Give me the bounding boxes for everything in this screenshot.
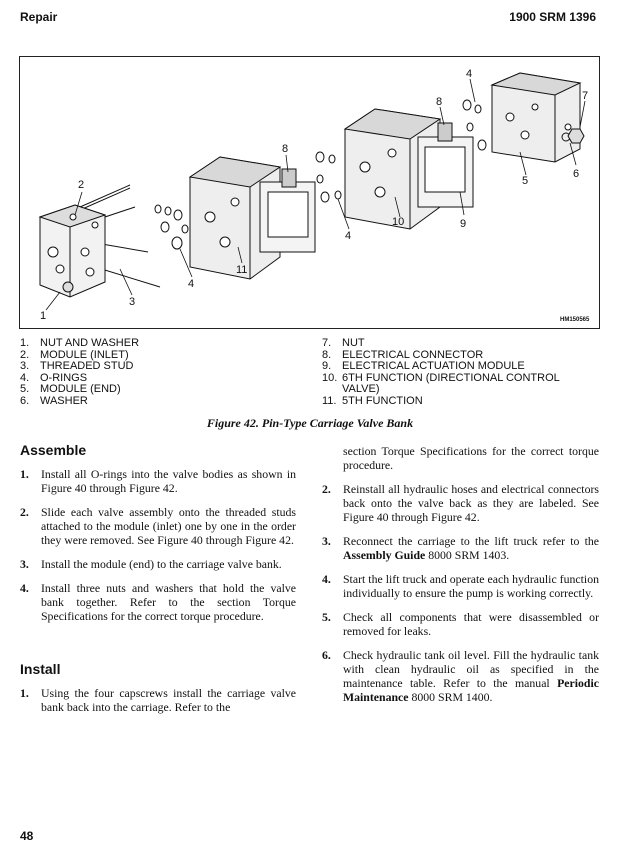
legend-item: 2. MODULE (INLET) [20, 348, 129, 361]
callout-number: 4 [466, 68, 473, 80]
valve-bank-illustration [20, 57, 599, 328]
callout-number: 6 [573, 168, 580, 180]
list-item: 1. Using the four capscrews install the carriage valve bank back into the carriage. Refer to the [20, 686, 296, 714]
legend-item: 8. ELECTRICAL CONNECTOR [322, 348, 484, 361]
legend-item: 1. NUT AND WASHER [20, 337, 140, 349]
o-rings [155, 205, 188, 249]
callout-number: 11 [236, 264, 248, 276]
list-item: 2. Slide each valve assembly onto the threaded studs attached to the module (inlet) one by one in the order they were removed. See Figure 40 through Figure 42. [20, 505, 296, 547]
figure-legend-left [20, 338, 139, 407]
figure-legend-right [322, 338, 560, 407]
install-heading: Install [20, 661, 61, 677]
list-item: 3. Install the module (end) to the carriage valve bank. [20, 557, 282, 571]
legend-item: 3. THREADED STUD [20, 360, 134, 372]
module-inlet [40, 205, 105, 297]
legend-item: VALVE) [342, 383, 380, 395]
list-item: 4. Install three nuts and washers that hold the valve bank together. Refer to the section Torque Specifications for the correct torque procedure. [20, 581, 296, 623]
figure-image-id: HM150565 [560, 317, 590, 323]
legend-item: 10. 6TH FUNCTION (DIRECTIONAL CONTROL [322, 371, 560, 384]
callout-number: 5 [522, 175, 529, 187]
right-column [322, 444, 599, 714]
legend-item: 11. 5TH FUNCTION [322, 394, 423, 407]
legend-item: 5. MODULE (END) [20, 383, 121, 395]
list-item: 1. Install all O-rings into the valve bodies as shown in Figure 40 through Figure 42. [20, 467, 296, 495]
legend-item: 7. NUT [322, 337, 365, 349]
manual-reference: Assembly Guide [343, 548, 426, 562]
list-item: 3. Reconnect the carriage to the lift truck refer to the Assembly Guide 8000 SRM 1403. [322, 534, 599, 562]
figure-caption: Figure 42. Pin-Type Carriage Valve Bank [206, 416, 414, 430]
callout-number: 8 [282, 143, 289, 155]
list-item: 5. Check all components that were disassembled or removed for leaks. [322, 610, 599, 638]
callout-number: 9 [460, 218, 467, 230]
figure-frame [19, 56, 600, 329]
legend-item: 4. O-RINGS [20, 371, 88, 384]
callout-number: 1 [40, 310, 47, 322]
manual-reference: Periodic Maintenance [343, 676, 599, 704]
install-step-1 [20, 686, 296, 724]
left-column [20, 467, 296, 633]
module-end [492, 73, 580, 162]
nut [568, 129, 584, 143]
module-6th-function [345, 109, 473, 229]
assemble-heading: Assemble [20, 442, 87, 458]
page-number: 48 [20, 829, 34, 843]
module-5th-function [190, 157, 315, 279]
document-code: 1900 SRM 1396 [509, 10, 596, 24]
callout-number: 10 [392, 216, 405, 228]
list-item: 2. Reinstall all hydraulic hoses and electrical connectors back onto the valve back as they are labeled. See Figure 40 through Figure 42. [322, 482, 599, 524]
legend-item: 9. ELECTRICAL ACTUATION MODULE [322, 360, 525, 372]
callout-number: 4 [188, 278, 195, 290]
list-item: 4. Start the lift truck and operate each hydraulic function individually to ensure the pump is working correctly. [322, 572, 599, 600]
legend-item: 6. WASHER [20, 394, 88, 407]
section-title: Repair [20, 10, 58, 24]
install-step-1-continued: section Torque Specifications for the correct torque procedure. [343, 444, 599, 472]
callout-number: 4 [345, 230, 352, 242]
callout-number: 7 [582, 90, 589, 102]
list-item: 6. Check hydraulic tank oil level. Fill the hydraulic tank with clean hydraulic oil as specified in the maintenance table. Refer to the manual Periodic Maintenance 8000 SRM 1400. [322, 648, 599, 704]
callout-number: 2 [78, 179, 85, 191]
callout-number: 3 [129, 296, 136, 308]
callout-number: 8 [436, 96, 443, 108]
